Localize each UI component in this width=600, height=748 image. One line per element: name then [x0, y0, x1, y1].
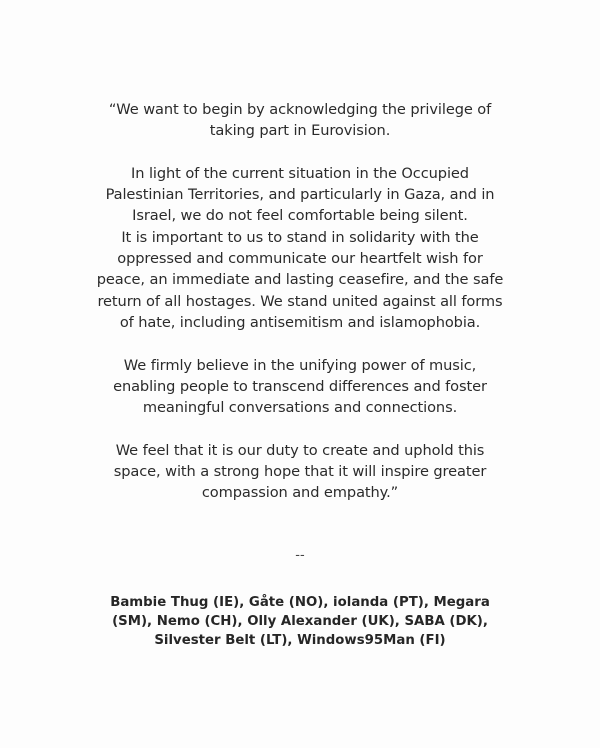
statement-paragraph-duty: We feel that it is our duty to create and uphold this space, with a strong hope that it will inspire greater compassion and empathy.” — [113, 441, 487, 502]
signatories-list: Bambie Thug (IE), Gåte (NO), iolanda (PT), Megara (SM), Nemo (CH), Olly Alexander (UK), SABA (DK), Silvester Belt (LT), Windows95Man (FI) — [110, 595, 490, 648]
statement-paragraph-music: We firmly believe in the unifying power of music, enabling people to transcend differences and foster meaningful conversations and connections. — [113, 356, 487, 417]
statement-paragraph-intro: “We want to begin by acknowledging the privilege of taking part in Eurovision. — [108, 101, 492, 140]
separator: -- — [295, 548, 305, 563]
statement-body — [0, 99, 600, 504]
statement-paragraph-solidarity: In light of the current situation in the Occupied Palestinian Territories, and particularly in Gaza, and in Israel, we do not feel comfortable being silent. It is important to us to stand in solidarity with the oppressed and communicate our heartfelt wish for peace, an immediate and lasting ceasefire, and the safe return of all hostages. We stand united against all forms of hate, including antisemitism and islamophobia. — [96, 164, 504, 331]
